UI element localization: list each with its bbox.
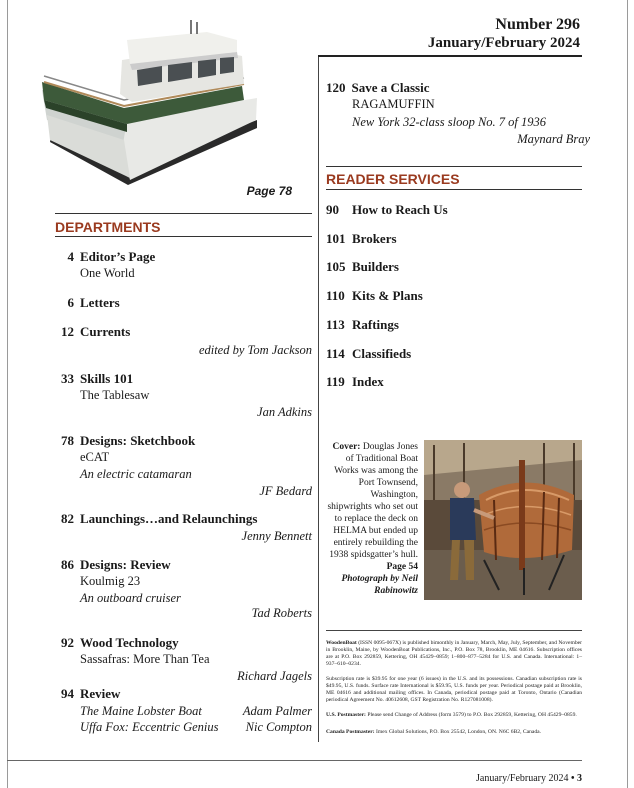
cover-caption (326, 441, 418, 597)
service-label: Index (352, 374, 384, 389)
dept-entry-title[interactable] (50, 557, 171, 573)
service-label: Raftings (352, 317, 399, 332)
reader-service-item[interactable] (326, 317, 399, 333)
reader-service-item[interactable] (326, 259, 399, 275)
dept-entry-title[interactable] (50, 635, 179, 651)
review-item-title: The Maine Lobster Boat (80, 704, 202, 718)
service-label: Builders (352, 259, 399, 274)
page-number: 4 (67, 249, 74, 264)
dept-entry-description: An electric catamaran (80, 467, 192, 481)
save-classic-description: New York 32-class sloop No. 7 of 1936 (352, 115, 547, 129)
dept-entry-author: Tad Roberts (251, 606, 312, 620)
catamaran-illustration (32, 20, 272, 200)
entry-title-text: Designs: Review (80, 557, 171, 572)
reader-services-bottom-rule (326, 189, 582, 190)
page-number: 105 (326, 259, 346, 274)
dept-entry-subtitle: Sassafras: More Than Tea (80, 652, 210, 666)
canada-postmaster-info (326, 729, 582, 736)
dept-entry-author: Jenny Bennett (241, 529, 312, 543)
postmaster-info (326, 712, 582, 719)
page-number: 101 (326, 231, 346, 246)
postmaster-text: Please send Change of Address (form 3579) to P.O. Box 292859, Kettering, OH 45429–0859. (367, 712, 577, 718)
fine-print-rule (326, 630, 582, 631)
issue-date: January/February 2024 (427, 35, 580, 51)
dept-entry-title[interactable] (50, 249, 155, 265)
page-number: 94 (61, 686, 74, 701)
dept-entry-title[interactable] (50, 686, 120, 702)
page-frame-left (7, 0, 8, 788)
reader-service-item[interactable] (326, 231, 397, 247)
dept-entry-subtitle: The Tablesaw (80, 388, 150, 402)
header-rule (318, 55, 582, 57)
service-label: Kits & Plans (352, 288, 423, 303)
entry-title-text: Skills 101 (80, 371, 134, 386)
dept-entry-title[interactable] (50, 324, 130, 340)
footer-rule (7, 760, 582, 761)
page-number: 120 (326, 80, 346, 95)
entry-title-text: Letters (80, 295, 120, 310)
entry-title-text: Launchings…and Relaunchings (80, 511, 258, 526)
service-label: Classifieds (352, 346, 412, 361)
dept-entry-author: edited by Tom Jackson (198, 343, 312, 357)
dept-entry-author: Richard Jagels (237, 669, 312, 683)
review-item-author: Nic Compton (245, 720, 312, 734)
page-number: 6 (67, 295, 74, 310)
cover-caption-lead: Cover: (332, 442, 361, 452)
dept-entry-subtitle: eCAT (80, 450, 110, 464)
entry-title-text: Wood Technology (80, 635, 179, 650)
reader-service-item[interactable] (326, 374, 384, 390)
page-number: 82 (61, 511, 74, 526)
dept-entry-title[interactable] (50, 295, 120, 311)
footer-bullet: • (570, 773, 575, 784)
service-label: Brokers (352, 231, 397, 246)
postmaster-lead: U.S. Postmaster: (326, 712, 366, 718)
page-number: 86 (61, 557, 74, 572)
reader-services-top-rule (326, 166, 582, 167)
dept-entry-title[interactable] (50, 511, 257, 527)
entry-title-text: Editor’s Page (80, 249, 156, 264)
cover-caption-text: Douglas Jones of Traditional Boat Works was among the Port Townsend, Washington, shipwrights who set out to replace the deck on HELMA but ended up entirely rebuilding the 1938 spidsgatter’s hull. (327, 442, 418, 560)
page-number: 12 (61, 324, 74, 339)
page-number: 119 (326, 374, 345, 389)
cover-photo (424, 440, 582, 600)
entry-title-text: Save a Classic (351, 80, 430, 95)
save-classic-subtitle: RAGAMUFFIN (352, 97, 435, 111)
page-number: 78 (61, 433, 74, 448)
dept-entry-description: An outboard cruiser (80, 591, 181, 605)
save-classic-author: Maynard Bray (517, 132, 590, 146)
canada-lead: Canada Postmaster: (326, 729, 375, 735)
reader-services-heading: READER SERVICES (326, 171, 460, 187)
column-divider (318, 57, 319, 742)
dept-entry-author: Jan Adkins (257, 405, 312, 419)
page-number: 114 (326, 346, 345, 361)
dept-entry-subtitle: Koulmig 23 (80, 574, 141, 588)
departments-bottom-rule (55, 236, 312, 237)
subscription-rates: Subscription rate is $39.95 for one year (6 issues) in the U.S. and its possessions. Canadian subscription rate is $49.95, U.S. funds. Surface rate International is $59.95, U.S. funds per year. Periodical postage paid at Brooklin, ME 04616 and additional mailing offices. In Canada, periodical postage paid at Toronto, Ontario (Canadian periodical Agreement No. 40612608, GST Registration No. R127081008). (326, 676, 582, 703)
page-number: 90 (326, 202, 339, 217)
footer-page-number: 3 (577, 773, 582, 784)
canada-text: Imex Global Solutions, P.O. Box 25542, London, ON. N6C 6B2, Canada. (376, 729, 542, 735)
dept-entry-title[interactable] (50, 433, 195, 449)
cover-page-ref: Page 54 (386, 562, 418, 572)
publisher-text: (ISSN 0095-067X) is published bimonthly in January, March, May, July, September, and November in Brooklin, Maine, by WoodenBoat Publications, Inc., P.O. Box 78, Brooklin, ME 04616. Subscription offices are at P.O. Box 292859, Kettering, OH 45429–0859; 1–800–877–5284 for U.S. and Canada. International: 1–937–610–0234. (326, 640, 582, 667)
review-item-author: Adam Palmer (242, 704, 312, 718)
footer-date: January/February 2024 (476, 773, 569, 784)
reader-service-item[interactable] (326, 288, 423, 304)
entry-title-text: Designs: Sketchbook (80, 433, 196, 448)
reader-service-item[interactable] (326, 346, 411, 362)
entry-title-text: Currents (80, 324, 131, 339)
publisher-lead: WoodenBoat (326, 640, 357, 646)
service-label: How to Reach Us (352, 202, 448, 217)
page-frame-right (627, 0, 628, 788)
page-number: 92 (61, 635, 74, 650)
cover-photo-credit: Photograph by Neil Rabinowitz (341, 574, 418, 596)
page-number: 33 (61, 371, 74, 386)
page-footer (380, 773, 582, 784)
boat-caption: Page 78 (246, 184, 292, 198)
departments-heading: DEPARTMENTS (55, 219, 161, 235)
dept-entry-subtitle: One World (80, 266, 135, 280)
dept-entry-author: JF Bedard (259, 484, 312, 498)
departments-top-rule (55, 213, 312, 214)
page-number: 110 (326, 288, 345, 303)
reader-service-item[interactable] (326, 202, 448, 218)
dept-entry-title[interactable] (50, 371, 133, 387)
review-item-title: Uffa Fox: Eccentric Genius (80, 720, 219, 734)
save-classic-title[interactable] (326, 80, 430, 96)
entry-title-text: Review (80, 686, 121, 701)
issue-number: Number 296 (495, 16, 580, 33)
publisher-info (326, 640, 582, 668)
page-number: 113 (326, 317, 345, 332)
